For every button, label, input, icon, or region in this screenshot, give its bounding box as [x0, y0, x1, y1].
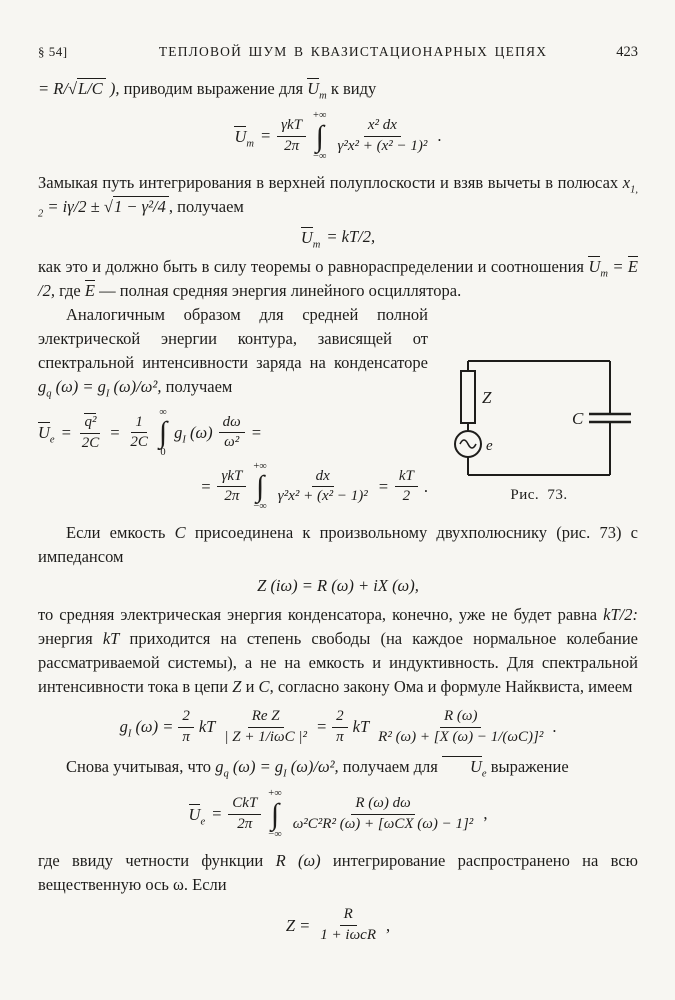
- paragraph: Замыкая путь интегрирования в верхней полуплоскости и взяв вычеты в полюсах $x_{1, 2} = i\gamma/2 \pm √1 - \gamma^2/4$ , получаем: [38, 173, 638, 220]
- u-mean-var: $U_m$: [234, 126, 254, 149]
- integral-sign: ∞ ∫ 0: [158, 406, 168, 459]
- radical: √1 − γ²/4: [104, 197, 169, 216]
- paragraph: то средняя электрическая энергия конденсатора, конечно, уже не будет равна kT/2: энергия kT приходится на степень свободы (на каждое нормальное колебание рассматриваемой системы), а не на емкость и индуктивность. Для спектральной интенсивности тока в цепи Z и C, согласно закону Ома и формуле Найквиста, имеем: [38, 605, 638, 696]
- circuit-figure: [440, 353, 638, 504]
- paragraph: Аналогичным образом для средней полной электрической энергии контура, зависящей от спектральной интенсивности заряда на конденсаторе $g_q$ $(\omega) = g_I$ (ω)/ω², получаем: [38, 304, 428, 400]
- inline-math: $g_q$ $(\omega) = g_I$ (ω)/ω²,: [38, 376, 162, 400]
- circuit-diagram: [440, 353, 638, 483]
- inline-math: C: [174, 523, 186, 542]
- u-mean-var: $U_m$: [300, 227, 321, 251]
- fraction: $\frac{\text{x² dx}}{\text{γ²x² + (x² − 1)²}}$: [337, 116, 428, 154]
- fraction: $\frac{d\omega}{\text{ω²}}$: [219, 414, 245, 452]
- inline-math: $x_{1, 2} = i\gamma/2 \pm √1 - \gamma^2/4$: [38, 173, 638, 220]
- fraction: $\frac{kT}{2}$: [395, 468, 418, 506]
- fraction: $\frac{\text{γkT}}{2\pi}$: [277, 117, 306, 155]
- u-mean-var: $U_e$: [38, 423, 55, 446]
- inline-math: $U_m = E/2$,: [38, 256, 639, 300]
- fraction: $\frac{1}{2C}$: [130, 413, 148, 451]
- paragraph: где ввиду четности функции R (ω) интегрирование распространено на всю вещественную ось ω. Если: [38, 851, 638, 895]
- u-mean-var: $U_e$: [442, 757, 487, 776]
- fraction: $\frac{\text{Re Z}}{\text{| Z + 1/iωC |²}}$: [224, 708, 307, 745]
- fraction: $\frac{R}{\text{1 + iωcR}}$: [320, 906, 376, 944]
- formula-z-rc: Z = $\frac{R}{\text{1 + iωcR}}$ ,: [285, 906, 391, 944]
- g-var: $g_I$ (ω): [174, 422, 213, 446]
- sine-glyph: [460, 440, 476, 448]
- fraction: $\frac{dx}{\text{γ²x² + (x² − 1)²}}$: [277, 467, 368, 505]
- fraction: $\frac{\text{CkT}}{2\pi}$: [228, 795, 261, 833]
- integral-sign: +∞ ∫ −∞: [313, 110, 327, 162]
- u-mean-var: $U_m$: [307, 79, 327, 102]
- formula-ue-line2: = $\frac{\text{γkT}}{2\pi}$ +∞ ∫ −∞ $\frac{dx}{\text{γ²x² + (x² − 1)²}}$ = $\frac{kT}{2}$ .: [200, 460, 428, 513]
- running-title: ТЕПЛОВОЙ ШУМ В КВАЗИСТАЦИОНАРНЫХ ЦЕПЯХ: [158, 44, 548, 59]
- section-mark: § 54]: [38, 44, 68, 59]
- fraction: $\frac{R (\omega)}{\text{R² (ω) + [X (ω) − 1/(ωC)]²}}$: [378, 708, 544, 745]
- paragraph-continuation: = R/√L/C ), приводим выражение для $U_m$ к виду: [38, 79, 377, 102]
- label-emf: e: [486, 437, 493, 454]
- fraction: $\frac{2}{\pi}$: [332, 708, 348, 746]
- fraction: $\frac{\text{γkT}}{2\pi}$: [217, 468, 246, 506]
- wrap-zone: [38, 303, 638, 513]
- u-mean-var: $U_e$: [188, 804, 206, 828]
- integral-sign: +∞ ∫ −∞: [253, 460, 267, 513]
- radical: √L/C: [68, 79, 106, 98]
- label-capacitance: C: [572, 408, 584, 428]
- formula-ue-final: $U_e$ = $\frac{\text{CkT}}{2\pi}$ +∞ ∫ −∞ $\frac{R (\omega) d\omega}{\text{ω²C²R² (ω) + [ωCX (ω) − 1]²}}$ ,: [188, 788, 488, 840]
- fraction: $\frac{\text{q²}}{2C}$: [81, 414, 100, 451]
- label-impedance: Z: [482, 387, 492, 407]
- inline-math: = R/√L/C ),: [38, 79, 120, 98]
- paragraph: Если емкость C присоединена к произвольному двухполюснику (рис. 73) с импедансом: [38, 523, 638, 566]
- inline-math: $g_q$ $(\omega) = g_I$ (ω)/ω²,: [215, 757, 339, 780]
- e-mean-var: E: [84, 280, 95, 300]
- g-var: $g_I$ (ω) =: [119, 717, 174, 740]
- formula-um-integral: $U_m$ = $\frac{\text{γkT}}{2\pi}$ +∞ ∫ −∞ $\frac{\text{x² dx}}{\text{γ²x² + (x² − 1)²}}$ .: [234, 110, 442, 162]
- figure-caption: Рис. 73.: [510, 486, 568, 503]
- capacitor-symbol: [589, 414, 631, 422]
- formula-nyquist: $g_I$ (ω) = $\frac{2}{\pi}$ kT $\frac{\text{Re Z}}{\text{| Z + 1/iωC |²}}$ = $\frac{2}{\pi}$ kT $\frac{R (\omega)}{\text{R² (ω) + [X (ω) − 1/(ωC)]²}}$ .: [119, 708, 557, 745]
- formula-um-result: $U_m$ = kT/2,: [300, 227, 376, 251]
- fraction: $\frac{2}{\pi}$: [178, 708, 194, 746]
- formula-ue-line1: $U_e$ = $\frac{\text{q²}}{2C}$ = $\frac{1}{2C}$ ∞ ∫ 0 $g_I$ (ω) $\frac{d\omega}{\text{ω²}}$ =: [38, 406, 262, 459]
- paragraph: Снова учитывая, что $g_q$ $(\omega) = g_I$ (ω)/ω², получаем для $U_e$ выражение: [66, 757, 569, 780]
- formula-impedance: Z (iω) = R (ω) + iX (ω),: [257, 576, 419, 595]
- page-number: 423: [616, 44, 638, 60]
- resistor-symbol: [461, 371, 475, 423]
- integral-sign: +∞ ∫ −∞: [268, 788, 282, 840]
- running-header: [38, 44, 638, 61]
- paragraph: как это и должно быть в силу теоремы о равнораспределении и соотношения $U_m = E/2$, где E — полная средняя энергия линейного осциллятора.: [38, 256, 639, 300]
- fraction: $\frac{R (\omega) d\omega}{\text{ω²C²R² (ω) + [ωCX (ω) − 1]²}}$: [292, 795, 474, 832]
